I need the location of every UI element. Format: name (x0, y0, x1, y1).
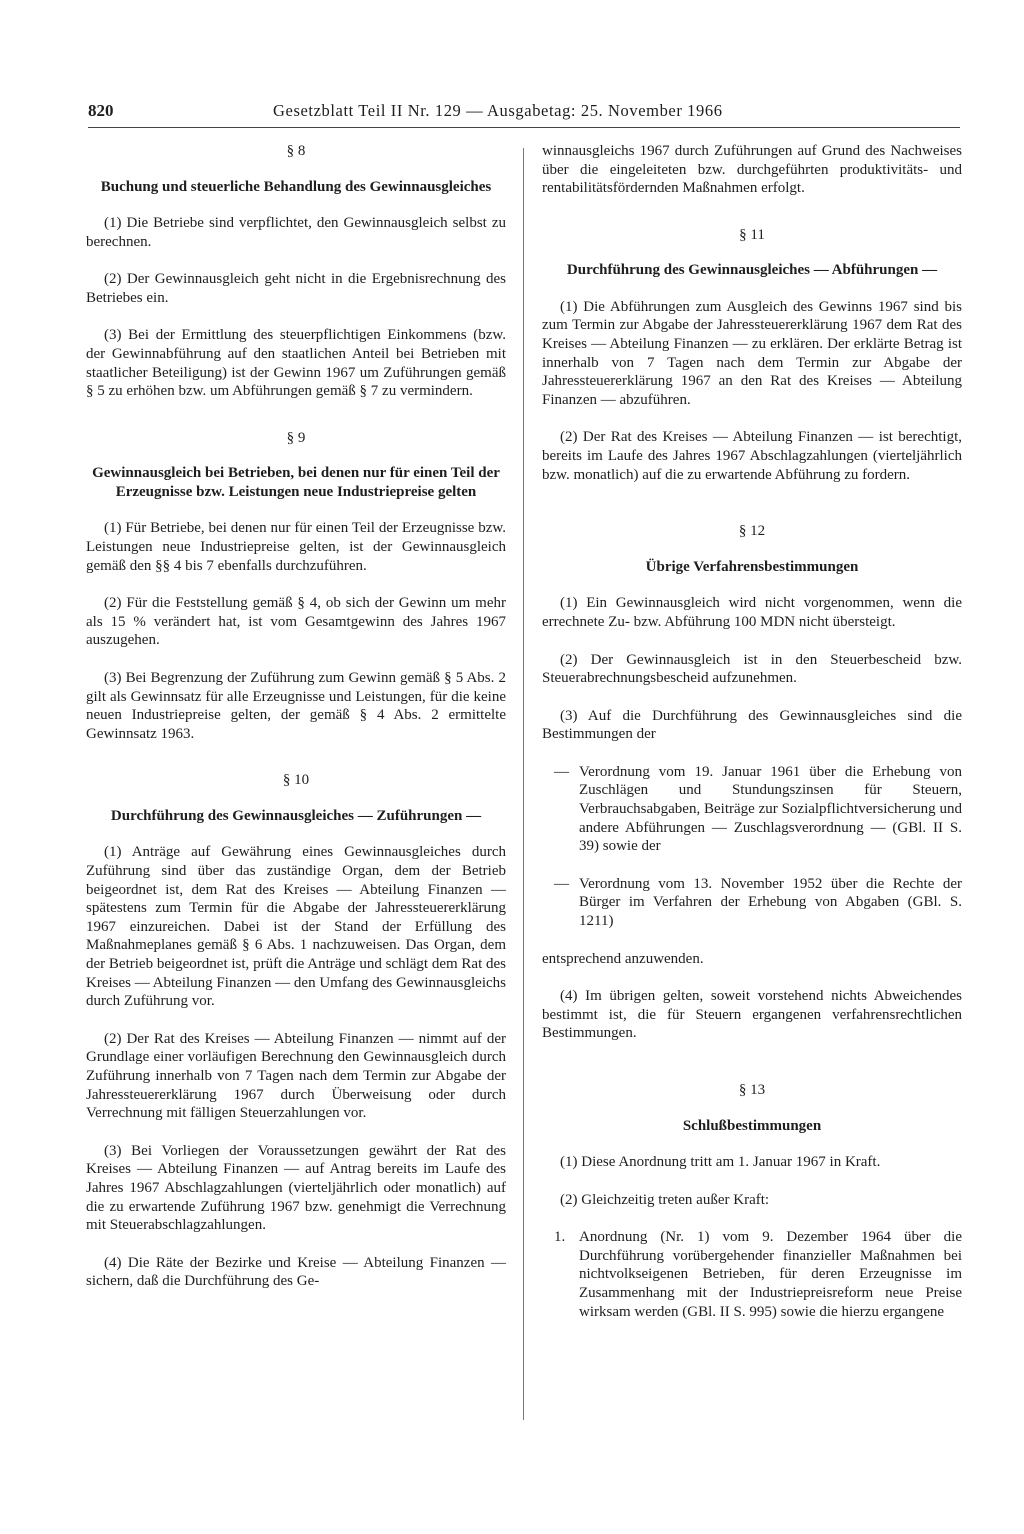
section-9-paragraph-1: (1) Für Betriebe, bei denen nur für einen Teil der Erzeugnisse bzw. Leistungen neue Industriepreise gelten, ist der Gewinnausgleich gemäß den §§ 4 bis 7 ebenfalls durchzuführen. (86, 520, 506, 574)
section-11-paragraph-1: (1) Die Abführungen zum Ausgleich des Gewinns 1967 sind bis zum Termin zur Abgabe der Jahressteuererklärung 1967 dem Rat des Kreises — Abteilung Finanzen — zu erklären. Der erklärte Betrag ist innerhalb von 7 Tagen nach dem Termin zur Abgabe der Jahressteuererklärung 1967 an den Rat des Kreises — Abteilung Finanzen — abzuführen. (542, 298, 962, 408)
section-12-number: § 12 (738, 523, 766, 540)
section-12-paragraph-1: (1) Ein Gewinnausgleich wird nicht vorgenommen, wenn die errechnete Zu- bzw. Abführung 100 MDN nicht übersteigt. (542, 595, 962, 630)
section-9-number: § 9 (286, 429, 306, 446)
section-13-number: § 13 (738, 1082, 766, 1098)
section-8-title: Buchung und steuerliche Behandlung des Gewinnausgleiches (100, 178, 492, 195)
list-item-text: Verordnung vom 13. November 1952 über die Rechte der Bürger im Verfahren der Erhebung von Abgaben (GBl. S. 1211) (579, 875, 962, 930)
section-12-paragraph-4: (4) Im übrigen gelten, soweit vorstehend nichts Abweichendes bestimmt ist, die für Steuern ergangenen verfahrensrechtlichen Bestimmungen. (542, 988, 962, 1042)
list-marker: — (554, 875, 569, 892)
gazette-title: Gesetzblatt Teil II Nr. 129 — Ausgabetag: 25. November 1966 (273, 101, 723, 120)
list-marker: 1. (554, 1229, 566, 1246)
section-12-paragraph-2: (2) Der Gewinnausgleich ist in den Steuerbescheid bzw. Steuerabrechnungsbescheid aufzunehmen. (542, 651, 962, 687)
right-column (542, 142, 962, 1321)
section-8-paragraph-2: (2) Der Gewinnausgleich geht nicht in die Ergebnisrechnung des Betriebes ein. (86, 271, 506, 306)
list-item-text: Anordnung (Nr. 1) vom 9. Dezember 1964 über die Durchführung vorübergehender finanzieller Maßnahmen bei nichtvolkseigenen Betrieben, für deren Erzeugnisse im Zusammenhang mit der Industriepreisreform neue Preise wirksam werden (GBl. II S. 995) sowie die hierzu ergangene (579, 1229, 962, 1320)
section-10-title: Durchführung des Gewinnausgleiches — Zuführungen — (110, 807, 482, 824)
section-11-title: Durchführung des Gewinnausgleiches — Abführungen — (566, 262, 938, 279)
section-10-number: § 10 (282, 772, 310, 789)
list-item (542, 875, 962, 931)
section-13-paragraph-1: (1) Diese Anordnung tritt am 1. Januar 1967 in Kraft. (560, 1154, 881, 1171)
page-header (88, 101, 960, 128)
section-13-title: Schlußbestimmungen (682, 1117, 822, 1134)
section-9-title: Gewinnausgleich bei Betrieben, bei denen nur für einen Teil der Erzeugnisse bzw. Leistungen neue Industriepreise gelten (92, 465, 500, 500)
section-10-paragraph-4: (4) Die Räte der Bezirke und Kreise — Abteilung Finanzen — sichern, daß die Durchführung des Ge- (86, 1254, 506, 1290)
section-10-paragraph-1: (1) Anträge auf Gewährung eines Gewinnausgleiches durch Zuführung sind über das zuständige Organ, dem der Betrieb beigeordnet ist, dem Rat des Kreises — Abteilung Finanzen — spätestens zum Termin für die Abgabe der Jahressteuererklärung 1967 einzureichen. Dabei ist der Stand der Erfüllung des Maßnahmeplanes gemäß § 6 Abs. 1 nachzuweisen. Das Organ, dem der Betrieb beigeordnet ist, prüft die Anträge und schlägt dem Rat des Kreises — Abteilung Finanzen — den Umfang des Gewinnausgleichs durch Zuführung vor. (86, 844, 506, 1010)
list-item (542, 763, 962, 856)
section-10-paragraph-2: (2) Der Rat des Kreises — Abteilung Finanzen — nimmt auf der Grundlage einer vorläufigen Berechnung den Gewinnausgleich durch Zuführung innerhalb von 7 Tagen nach dem Termin zur Abgabe der Jahressteuererklärung 1967 durch Überweisung oder durch Verrechnung mit fälligen Steuerzahlungen vor. (86, 1030, 506, 1122)
column-divider (523, 148, 524, 1420)
section-8-paragraph-3: (3) Bei der Ermittlung des steuerpflichtigen Einkommens (bzw. der Gewinnabführung auf den staatlichen Anteil bei Betrieben mit staatlicher Beteiligung) ist der Gewinn 1967 um Zuführungen gemäß § 5 zu erhöhen bzw. um Abführungen gemäß § 7 zu vermindern. (86, 327, 506, 400)
section-12-title: Übrige Verfahrensbestimmungen (645, 558, 859, 575)
list-marker: — (554, 763, 569, 780)
section-9-paragraph-2: (2) Für die Feststellung gemäß § 4, ob sich der Gewinn um mehr als 15 % verändert hat, ist vom Gesamtgewinn des Jahres 1967 auszugehen. (86, 595, 506, 649)
continued-text: winnausgleichs 1967 durch Zuführungen auf Grund des Nachweises über die eingeleiteten bzw. durchgeführten produktivitäts- und rentabilitätsfördernden Maßnahmen erfolgt. (542, 143, 962, 197)
list-item-text: Verordnung vom 19. Januar 1961 über die Erhebung von Zuschlägen und Stundungszinsen für Steuern, Verbrauchsabgaben, Beiträge zur Sozialpflichtversicherung und andere Abführungen — Zuschlagsverordnung — (GBl. II S. 39) sowie der (579, 763, 962, 855)
page-number: 820 (88, 101, 114, 120)
section-12-paragraph-3: (3) Auf die Durchführung des Gewinnausgleiches sind die Bestimmungen der (542, 707, 962, 743)
left-column (86, 142, 506, 1291)
section-10-paragraph-3: (3) Bei Vorliegen der Voraussetzungen gewährt der Rat des Kreises — Abteilung Finanzen — auf Antrag bereits im Laufe des Jahres 1967 Abschlagzahlungen (vierteljährlich oder monatlich) auf die zu erwartende Zuführung 1967 bzw. genehmigt die Verrechnung mit Steuerabschlagzahlungen. (86, 1142, 506, 1234)
section-8-number: § 8 (286, 143, 306, 159)
section-11-paragraph-2: (2) Der Rat des Kreises — Abteilung Finanzen — ist berechtigt, bereits im Laufe des Jahres 1967 Abschlagzahlungen (vierteljährlich bzw. monatlich) auf die zu erwartende Abführung zu fordern. (542, 429, 962, 483)
section-9-paragraph-3: (3) Bei Begrenzung der Zuführung zum Gewinn gemäß § 5 Abs. 2 gilt als Gewinnsatz für alle Erzeugnisse und Leistungen, für die keine neuen Industriepreise gelten, der gemäß § 4 Abs. 2 ermittelte Gewinnsatz 1963. (86, 670, 506, 742)
section-8-paragraph-1: (1) Die Betriebe sind verpflichtet, den Gewinnausgleich selbst zu berechnen. (86, 215, 506, 250)
section-11-number: § 11 (739, 226, 765, 243)
section-12-paragraph-3-end: entsprechend anzuwenden. (542, 950, 704, 967)
list-item (542, 1228, 962, 1321)
section-13-paragraph-2: (2) Gleichzeitig treten außer Kraft: (560, 1191, 770, 1208)
